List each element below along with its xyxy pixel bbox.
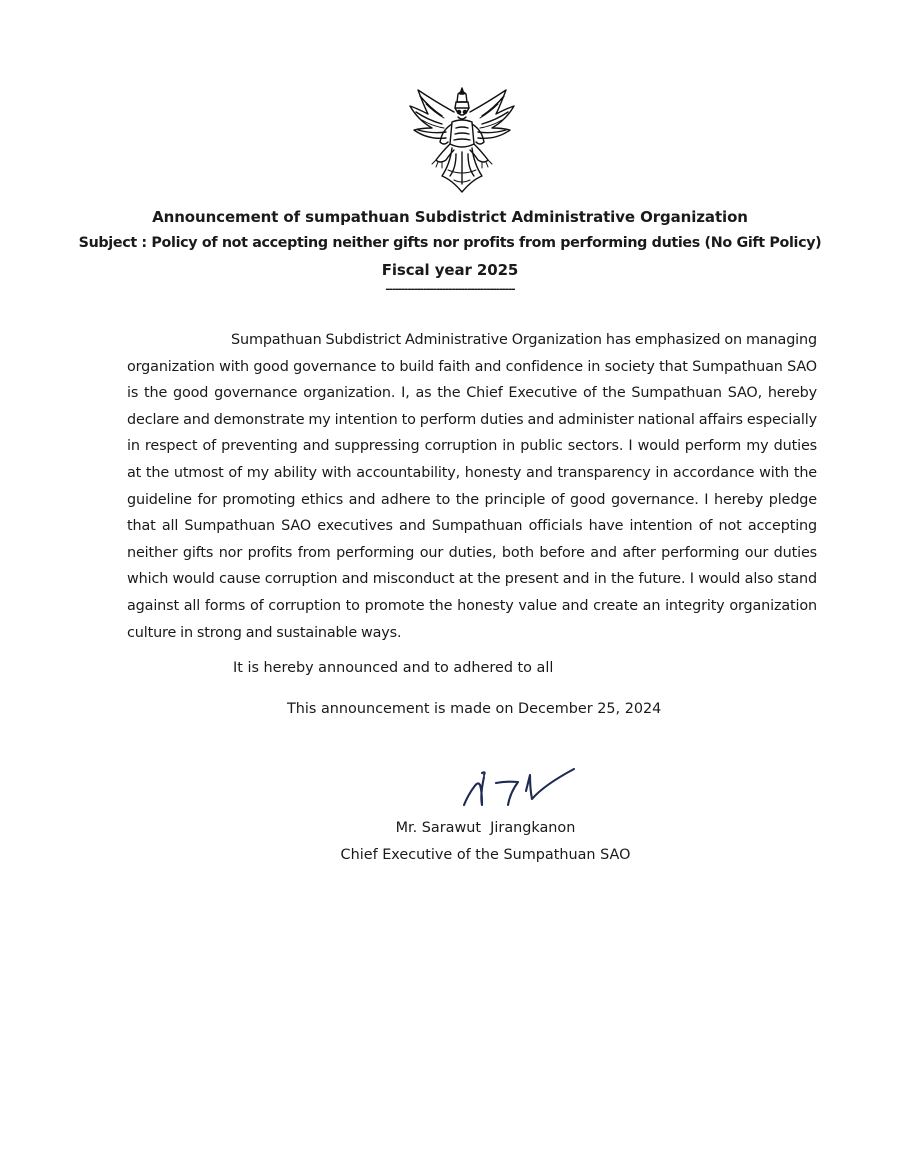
signatory-title: Chief Executive of the Sumpathuan SAO bbox=[340, 847, 631, 863]
announcement-date: This announcement is made on December 25, 2024 bbox=[287, 701, 662, 717]
announcement-title: Announcement of sumpathuan Subdistrict Administrative Organization bbox=[152, 208, 748, 226]
announcement-subject: Subject : Policy of not accepting neither gifts nor profits from performing duties (No Gift Policy) bbox=[78, 235, 822, 251]
closing-statement: It is hereby announced and to adhered to all bbox=[233, 660, 554, 676]
signatory-name: Mr. Sarawut Jirangkanon bbox=[395, 820, 576, 836]
body-paragraph: Sumpathuan Subdistrict Administrative Organization has emphasized on managing organization with good governance to build faith and confidence in society that Sumpathuan SAO is the good governance organization. I, as the Chief Executive of the Sumpathuan SAO, hereby declare and demonstrate my intention to perform duties and administer national affairs especially in respect of preventing and suppressing corruption in public sectors. I would perform my duties at the utmost of my ability with accountability, honesty and transparency in accordance with the guideline for promoting ethics and adhere to the principle of good governance. I hereby pledge that all Sumpathuan SAO executives and Sumpathuan officials have intention of not accepting neither gifts nor profits from performing our duties, both before and after performing our duties which would cause corruption and misconduct at the present and in the future. I would also stand against all forms of corruption to promote the honesty value and create an integrity organization culture in strong and sustainable ways. bbox=[127, 332, 817, 641]
separator-line: ----------------------------------------- bbox=[385, 284, 515, 295]
handwritten-signature bbox=[458, 765, 582, 811]
fiscal-year: Fiscal year 2025 bbox=[381, 261, 519, 279]
garuda-emblem-icon bbox=[406, 84, 518, 196]
